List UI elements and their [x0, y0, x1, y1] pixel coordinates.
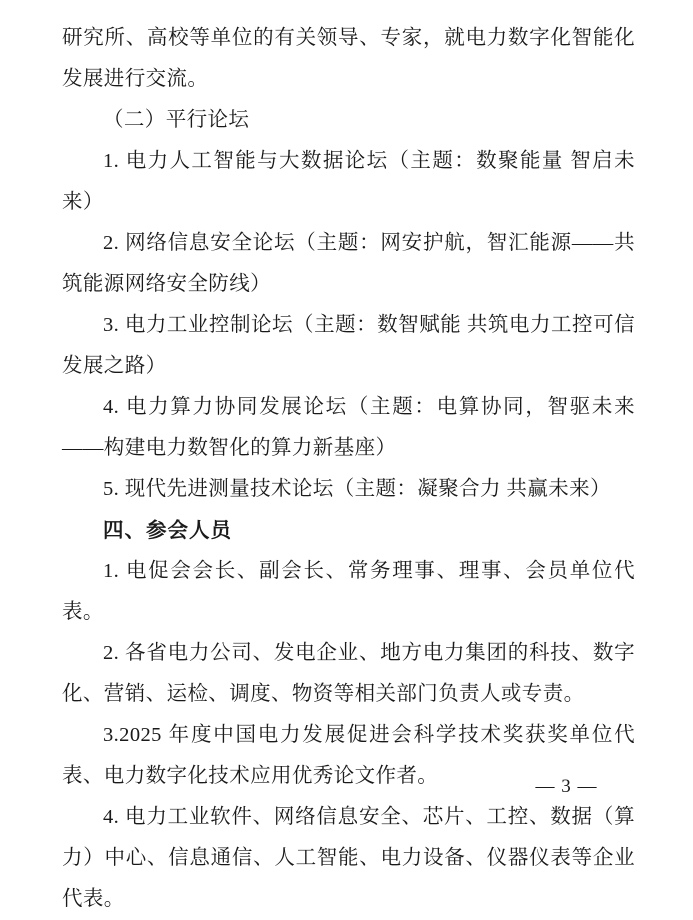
page-number: — 3 —	[535, 776, 598, 797]
heading-section-4: 四、参会人员	[103, 518, 232, 542]
paragraph-forum-3: 3. 电力工业控制论坛（主题：数智赋能 共筑电力工控可信发展之路）	[62, 314, 635, 377]
paragraph-attendee-3: 3.2025 年度中国电力发展促进会科学技术奖获奖单位代表、电力数字化技术应用优秀论文作者。	[62, 724, 635, 787]
paragraph-forum-2: 2. 网络信息安全论坛（主题：网安护航，智汇能源——共筑能源网络安全防线）	[62, 232, 635, 295]
paragraph-attendee-2: 2. 各省电力公司、发电企业、地方电力集团的科技、数字化、营销、运检、调度、物资等相关部门负责人或专责。	[62, 642, 635, 705]
paragraph-forum-1: 1. 电力人工智能与大数据论坛（主题：数聚能量 智启未来）	[62, 150, 635, 213]
paragraph-attendee-1: 1. 电促会会长、副会长、常务理事、理事、会员单位代表。	[62, 560, 635, 623]
paragraph-forum-4: 4. 电力算力协同发展论坛（主题：电算协同，智驱未来——构建电力数智化的算力新基座）	[62, 396, 635, 459]
paragraph-continuation: 研究所、高校等单位的有关领导、专家，就电力数字化智能化发展进行交流。	[62, 27, 635, 90]
paragraph-forum-5: 5. 现代先进测量技术论坛（主题：凝聚合力 共赢未来）	[103, 478, 611, 500]
page-number-footer	[0, 776, 693, 798]
paragraph-section-2-2: （二）平行论坛	[103, 109, 250, 131]
paragraph-attendee-4: 4. 电力工业软件、网络信息安全、芯片、工控、数据（算力）中心、信息通信、人工智能、电力设备、仪器仪表等企业代表。	[62, 806, 635, 910]
